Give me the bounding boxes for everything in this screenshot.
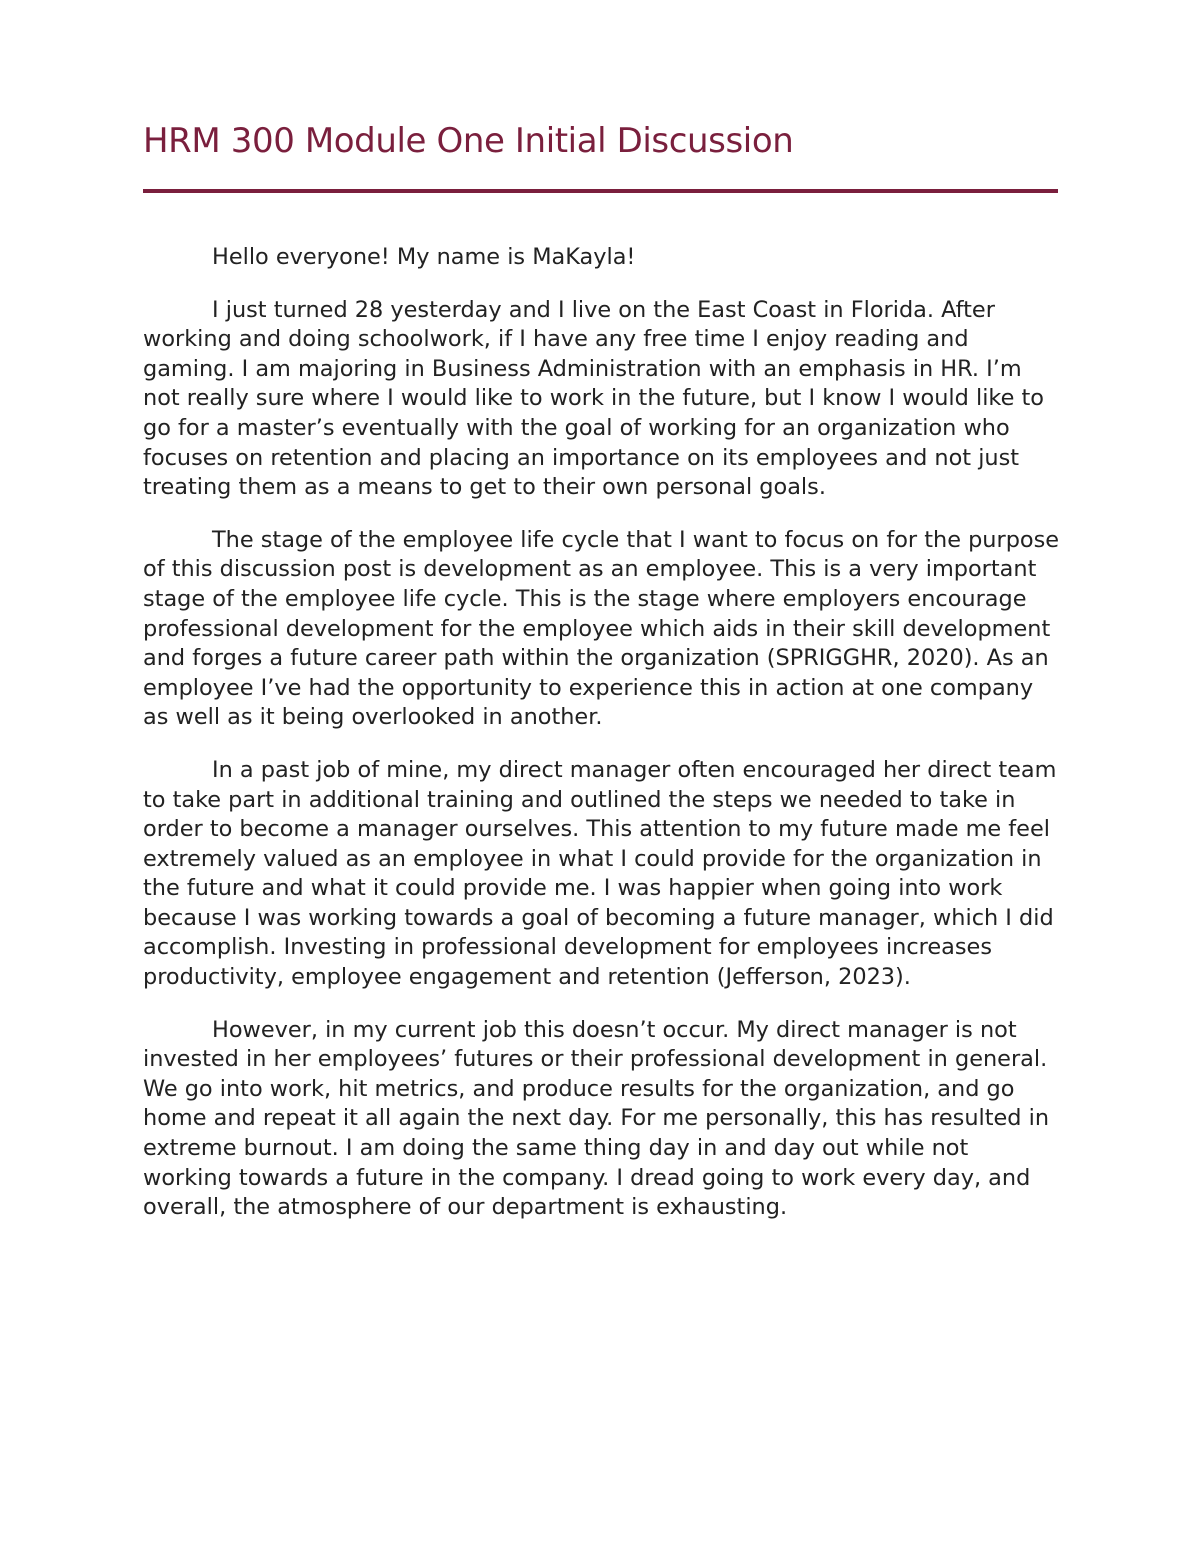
title-divider bbox=[143, 189, 1058, 193]
paragraph-life-cycle-stage: The stage of the employee life cycle that I want to focus on for the purpose of this discussion post is development as an employee. This is a very important stage of the employee life cycle. This is the stage where employers encourage professional development for the employee which aids in their skill development and forges a future career path within the organization (SPRIGGHR, 2020). As an employee I’ve had the opportunity to experience this in action at one company as well as it being overlooked in another. bbox=[143, 526, 1060, 731]
document-body bbox=[143, 243, 1063, 1246]
paragraph-introduction: I just turned 28 yesterday and I live on the East Coast in Florida. After working and doing schoolwork, if I have any free time I enjoy reading and gaming. I am majoring in Business Administration with an emphasis in HR. I’m not really sure where I would like to work in the future, but I know I would like to go for a master’s eventually with the goal of working for an organization who focuses on retention and placing an importance on its employees and not just treating them as a means to get to their own personal goals. bbox=[143, 296, 1044, 501]
document-title: HRM 300 Module One Initial Discussion bbox=[143, 121, 794, 161]
paragraph-current-job: However, in my current job this doesn’t occur. My direct manager is not invested in her employees’ futures or their professional development in general. We go into work, hit metrics, and produce results for the organization, and go home and repeat it all again the next day. For me personally, this has resulted in extreme burnout. I am doing the same thing day in and day out while not working towards a future in the company. I dread going to work every day, and overall, the atmosphere of our department is exhausting. bbox=[143, 1016, 1050, 1221]
paragraph-greeting: Hello everyone! My name is MaKayla! bbox=[212, 244, 636, 270]
paragraph-past-job: In a past job of mine, my direct manager often encouraged her direct team to take part in additional training and outlined the steps we needed to take in order to become a manager ourselves. This attention to my future made me feel extremely valued as an employee in what I could provide for the organization in the future and what it could provide me. I was happier when going into work because I was working towards a goal of becoming a future manager, which I did accomplish. Investing in professional development for employees increases productivity, employee engagement and retention (Jefferson, 2023). bbox=[143, 756, 1057, 991]
